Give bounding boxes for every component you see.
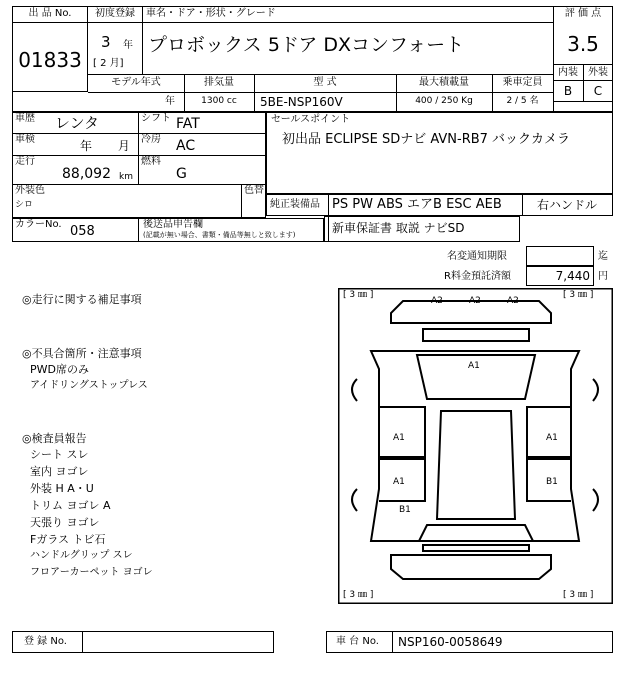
damage-rear-bumper-left: A2 [431, 296, 443, 306]
color-no-value: 058 [70, 224, 95, 239]
model-year-unit: 年 [165, 96, 175, 107]
notice-unit: 迄 [598, 251, 608, 262]
vehicle-name: プロボックス 5ドア DXコンフォート [148, 34, 465, 56]
notice-box [526, 246, 594, 266]
score-label: 評 価 点 [564, 8, 602, 19]
sales-point-text: 初出品 ECLIPSE SDナビ AVN-RB7 バックカメラ [282, 132, 571, 147]
damage-rear-bumper-center: A2 [469, 296, 481, 306]
mileage-value: 88,092 [62, 166, 111, 182]
equipment-label: 純正装備品 [270, 199, 320, 210]
interior-label: 内装 [558, 67, 578, 78]
sales-point-label: セールスポイント [271, 114, 351, 125]
inspector-line: シート スレ [30, 448, 89, 461]
fuel-label: 燃料 [141, 156, 161, 167]
vehicle-label: 車名・ドア・形状・グレード [146, 8, 276, 19]
lot-no-value: 01833 [18, 48, 82, 72]
defect-line: アイドリングストップレス [30, 380, 148, 391]
displacement-label: 排気量 [204, 77, 234, 88]
mileage-label: 走行 [15, 156, 35, 167]
history-value: レンタ [55, 114, 100, 132]
after-report-note: (記載が無い場合、書類・備品等無しと致します) [143, 231, 296, 239]
first-reg-year-unit: 年 [123, 40, 133, 51]
shift-value: FAT [176, 116, 200, 132]
damage-left-rear-door: A1 [393, 433, 405, 443]
tire-rear-right-mark: [ 3 ㎜ ] [563, 290, 594, 300]
damage-left-front: B1 [399, 505, 411, 515]
history-label: 車歴 [15, 113, 35, 124]
type-value: 5BE-NSP160V [260, 95, 343, 109]
ac-value: AC [176, 138, 196, 154]
recycle-unit: 円 [598, 271, 608, 282]
inspector-line: 室内 ヨゴレ [30, 465, 89, 478]
notice-label: 名変通知期限 [447, 251, 507, 262]
inspector-line: 天張り ヨゴレ [30, 516, 100, 529]
chassis-label: 車 台 No. [336, 636, 379, 647]
recycle-label: R料金預託済額 [444, 271, 511, 282]
interior-grade: B [563, 84, 573, 98]
inspection-label: 車検 [15, 134, 35, 145]
exterior-grade: C [593, 84, 603, 98]
damage-right-front-door: B1 [546, 477, 558, 487]
tire-front-right-mark: [ 3 ㎜ ] [563, 590, 594, 600]
inspector-line: Fガラス トビ石 [30, 533, 106, 546]
type-label: 型 式 [313, 77, 337, 88]
capacity-value: 2 / 5 名 [506, 96, 539, 106]
inspector-line: 外装 H A・U [30, 482, 94, 495]
tire-rear-left-mark: [ 3 ㎜ ] [343, 290, 374, 300]
ext-color-label: 外装色 [15, 185, 45, 196]
mileage-unit: km [119, 172, 133, 182]
car-diagram [338, 288, 613, 604]
equipment-items: PS PW ABS エアB ESC AEB [332, 197, 502, 212]
car-outline [339, 289, 612, 603]
damage-rear-panel: A1 [468, 361, 480, 371]
shift-label: シフト [141, 113, 171, 124]
first-reg-month: [ 2 月] [93, 58, 124, 69]
defect-line: PWD席のみ [30, 363, 89, 376]
inspector-line: ハンドルグリップ スレ [30, 550, 133, 561]
score-value: 3.5 [567, 32, 599, 56]
after-report-label: 後送品申告欄 [143, 219, 203, 230]
inspector-line: トリム ヨゴレ A [30, 499, 111, 512]
spec-block [12, 112, 266, 218]
defect-title: ◎不具合箇所・注意事項 [22, 347, 142, 360]
exterior-label: 外装 [588, 67, 608, 78]
ext-color-value: シロ [15, 200, 34, 210]
damage-right-rear-door: A1 [546, 433, 558, 443]
recycle-value: 7,440 [555, 269, 590, 283]
first-reg-label: 初度登録 [95, 8, 135, 19]
max-load-label: 最大積載量 [419, 77, 469, 88]
inspector-line: フロアーカーペット ヨゴレ [30, 567, 153, 578]
inspection-value: 年 月 [80, 139, 130, 153]
drive-title: ◎走行に関する補足事項 [22, 293, 142, 306]
damage-rear-bumper-right: A2 [507, 296, 519, 306]
capacity-label: 乗車定員 [502, 77, 543, 88]
first-reg-year: 3 [101, 33, 111, 51]
fuel-value: G [176, 166, 187, 182]
color-change-label: 色替 [244, 185, 264, 196]
model-year-label: モデル年式 [111, 77, 161, 88]
damage-left-fender: A1 [393, 477, 405, 487]
ac-label: 冷房 [141, 134, 161, 145]
handle-value: 右ハンドル [537, 198, 598, 212]
equipment-line2: 新車保証書 取説 ナビSD [332, 221, 465, 235]
lot-no-label: 出 品 No. [28, 8, 72, 19]
max-load-value: 400 / 250 Kg [415, 96, 473, 106]
tire-front-left-mark: [ 3 ㎜ ] [343, 590, 374, 600]
chassis-value: NSP160-0058649 [398, 635, 503, 649]
color-no-label: カラーNo. [15, 219, 62, 230]
inspector-title: ◎検査員報告 [22, 432, 87, 445]
reg-no-label: 登 録 No. [24, 636, 67, 647]
displacement-value: 1300 cc [201, 96, 237, 106]
